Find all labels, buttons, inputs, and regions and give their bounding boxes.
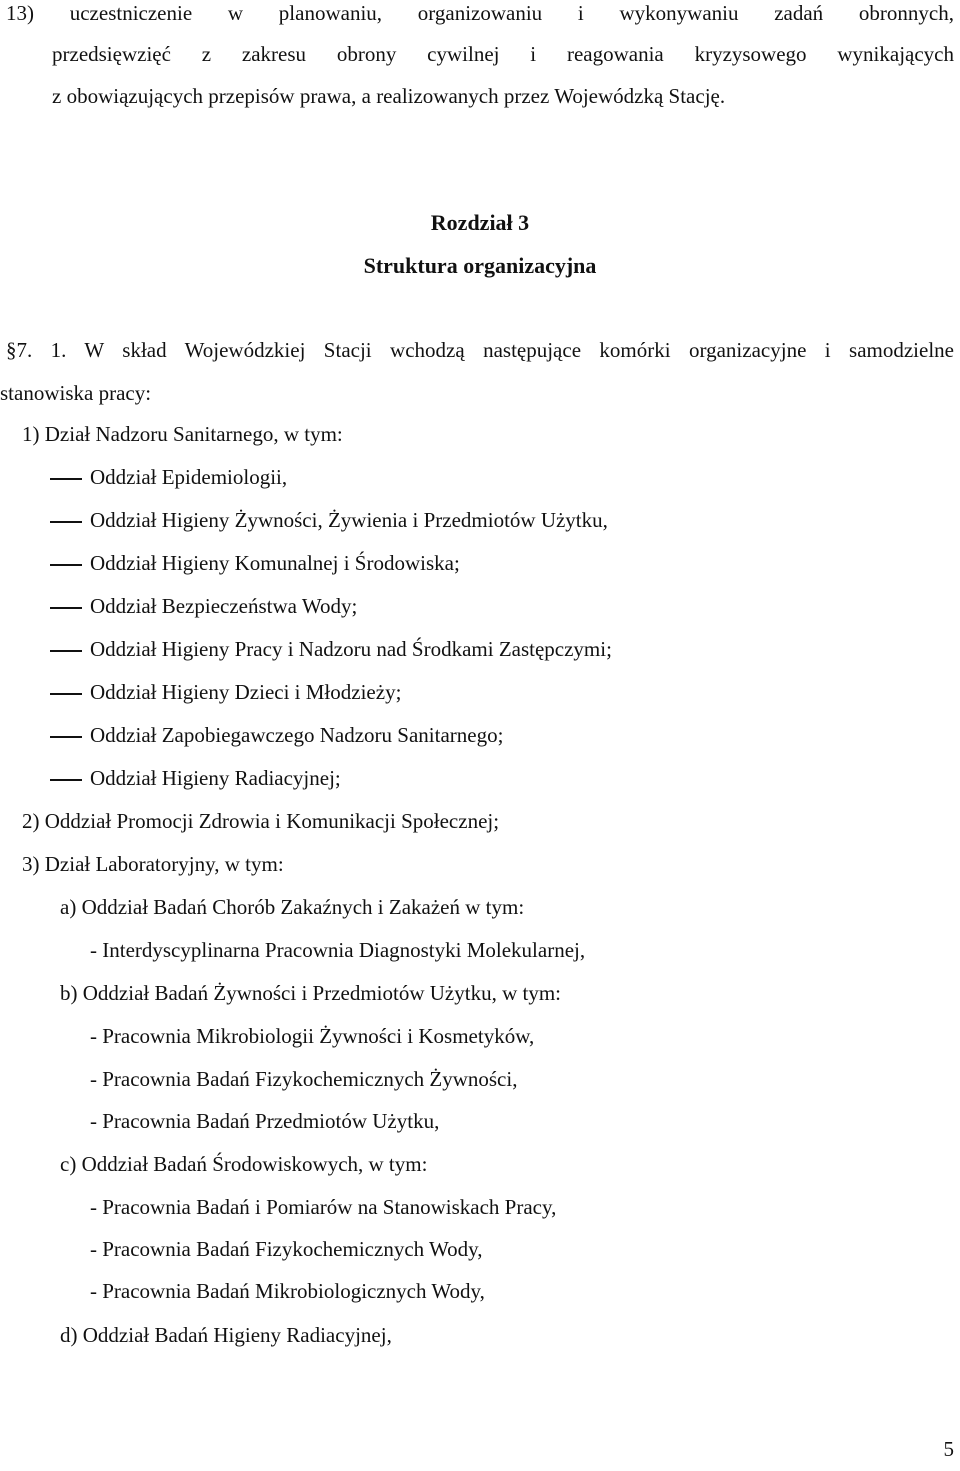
sub-item-higieny-radiacyjnej: Oddział Higieny Radiacyjnej; (90, 766, 341, 790)
dash-bullet (50, 693, 82, 695)
chapter-title: Struktura organizacyjna (363, 253, 597, 278)
lab-item: - Interdyscyplinarna Pracownia Diagnostyki Molekularnej, (90, 938, 586, 962)
dash-bullet (50, 521, 82, 523)
dash-bullet (50, 478, 82, 480)
dash-bullet (50, 736, 82, 738)
dash-bullet (50, 607, 82, 609)
dash-bullet (50, 779, 82, 781)
sub-item-bezpieczenstwa-wody: Oddział Bezpieczeństwa Wody; (90, 594, 358, 618)
list-item-1: 1) Dział Nadzoru Sanitarnego, w tym: (22, 422, 343, 446)
dash-bullet (50, 564, 82, 566)
lab-item: - Pracownia Badań Fizykochemicznych Żywności, (90, 1067, 518, 1091)
intro-line-3: z obowiązujących przepisów prawa, a realizowanych przez Wojewódzką Stację. (52, 84, 726, 108)
page-number: 5 (943, 1437, 954, 1461)
sub-item-higieny-dzieci: Oddział Higieny Dzieci i Młodzieży; (90, 680, 402, 704)
lab-item: - Pracownia Badań Mikrobiologicznych Wody, (90, 1279, 485, 1303)
sub-list-item-b: b) Oddział Badań Żywności i Przedmiotów Użytku, w tym: (60, 981, 561, 1005)
paragraph-line-1: §7. 1. W skład Wojewódzkiej Stacji wchodzą następujące komórki organizacyjne i samodzielne (6, 338, 954, 362)
sub-list-item-c: c) Oddział Badań Środowiskowych, w tym: (60, 1152, 428, 1176)
lab-item: - Pracownia Mikrobiologii Żywności i Kosmetyków, (90, 1024, 535, 1048)
list-item-2: 2) Oddział Promocji Zdrowia i Komunikacji Społecznej; (22, 809, 500, 833)
intro-line-1: 13) uczestniczenie w planowaniu, organizowaniu i wykonywaniu zadań obronnych, (6, 1, 954, 25)
list-item-3: 3) Dział Laboratoryjny, w tym: (22, 852, 284, 876)
lab-item: - Pracownia Badań i Pomiarów na Stanowiskach Pracy, (90, 1195, 557, 1219)
intro-line-2: przedsięwzięć z zakresu obrony cywilnej i reagowania kryzysowego wynikających (52, 42, 954, 66)
sub-list-item-a: a) Oddział Badań Chorób Zakaźnych i Zakażeń w tym: (60, 895, 525, 919)
dash-bullet (50, 650, 82, 652)
lab-item: - Pracownia Badań Przedmiotów Użytku, (90, 1109, 440, 1133)
sub-list-item-d: d) Oddział Badań Higieny Radiacyjnej, (60, 1323, 392, 1347)
sub-item-higieny-pracy: Oddział Higieny Pracy i Nadzoru nad Środkami Zastępczymi; (90, 637, 612, 661)
sub-item-higieny-zywnosci: Oddział Higieny Żywności, Żywienia i Przedmiotów Użytku, (90, 508, 608, 532)
sub-item-epidemiologii: Oddział Epidemiologii, (90, 465, 288, 489)
lab-item: - Pracownia Badań Fizykochemicznych Wody, (90, 1237, 483, 1261)
sub-item-zapobiegawczego-nadzoru: Oddział Zapobiegawczego Nadzoru Sanitarnego; (90, 723, 504, 747)
paragraph-line-2: stanowiska pracy: (0, 381, 152, 405)
sub-item-higieny-komunalnej: Oddział Higieny Komunalnej i Środowiska; (90, 551, 460, 575)
chapter-number: Rozdział 3 (430, 210, 530, 235)
